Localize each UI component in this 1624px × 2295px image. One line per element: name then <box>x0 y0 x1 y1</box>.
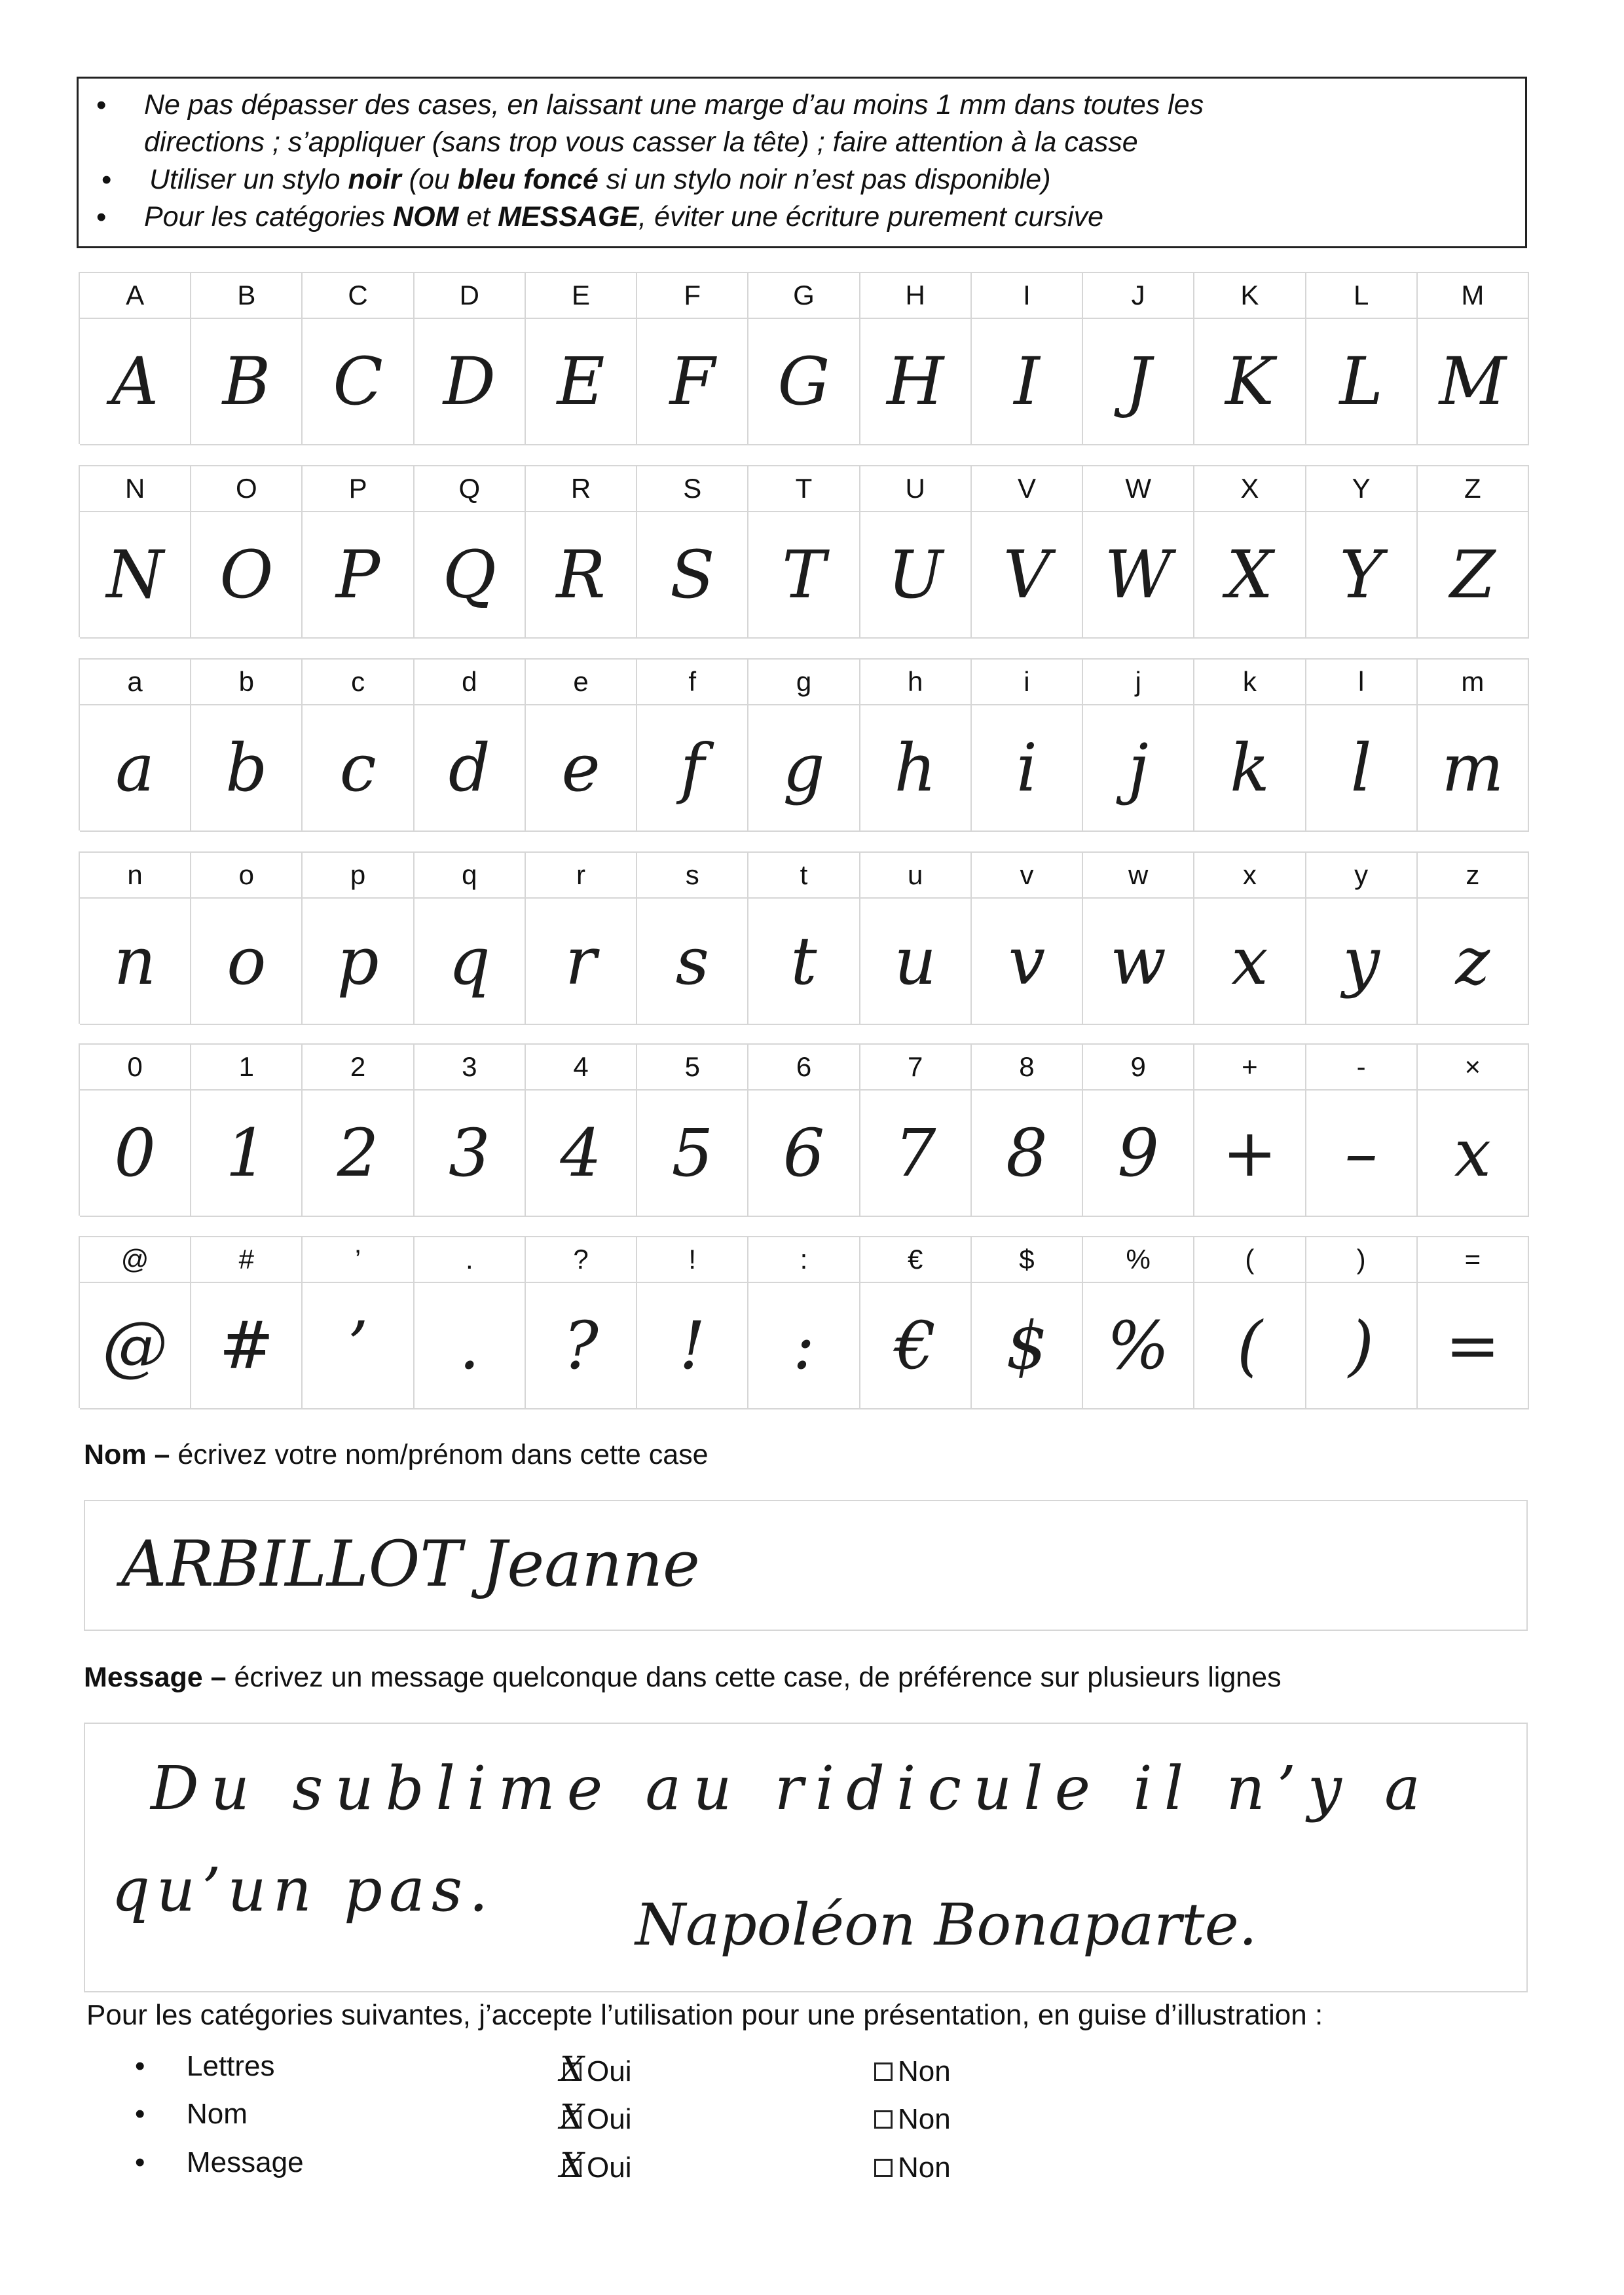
grid-label-cell: d <box>415 660 526 705</box>
consent-category-name: Lettres <box>187 2050 275 2082</box>
grid-handwriting-cell[interactable]: + <box>1194 1091 1306 1217</box>
grid-handwriting-cell[interactable]: p <box>303 899 414 1025</box>
grid-handwriting-cell[interactable]: K <box>1194 319 1306 445</box>
grid-label-cell: j <box>1083 660 1194 705</box>
grid-label-cell: W <box>1083 466 1194 512</box>
grid-handwriting-cell[interactable]: P <box>303 512 414 639</box>
grid-handwriting-cell[interactable]: . <box>415 1283 526 1409</box>
grid-label-cell: ? <box>526 1237 637 1283</box>
grid-label-cell: i <box>972 660 1083 705</box>
grid-handwriting-cell[interactable]: n <box>80 899 191 1025</box>
grid-handwriting-cell[interactable]: t <box>748 899 860 1025</box>
grid-label-cell: 8 <box>972 1045 1083 1091</box>
character-grid-symbols <box>79 1236 1529 1408</box>
message-label <box>84 1662 1282 1694</box>
grid-label-cell: 2 <box>303 1045 414 1091</box>
grid-handwriting-cell[interactable]: z <box>1418 899 1529 1025</box>
message-handwritten-line: Du sublime au ridicule il n’y a <box>151 1753 1433 1823</box>
grid-handwriting-cell[interactable]: Z <box>1418 512 1529 639</box>
grid-handwriting-cell[interactable]: ? <box>526 1283 637 1409</box>
grid-handwriting-cell[interactable]: u <box>860 899 972 1025</box>
character-grid-uppercase-1 <box>79 272 1529 444</box>
grid-label-cell: z <box>1418 853 1529 899</box>
grid-label-cell: R <box>526 466 637 512</box>
grid-label-cell: e <box>526 660 637 705</box>
grid-handwriting-cell[interactable]: b <box>191 705 303 832</box>
grid-handwriting-cell[interactable]: C <box>303 319 414 445</box>
grid-label-cell: F <box>637 273 748 319</box>
grid-label-cell: L <box>1306 273 1418 319</box>
message-handwritten-line: qu’un pas. <box>111 1855 495 1925</box>
instruction-text: directions ; s’appliquer (sans trop vous casser la tête) ; faire attention à la casse <box>144 126 1138 158</box>
message-label-bold: Message – <box>84 1662 227 1693</box>
grid-label-cell: 3 <box>415 1045 526 1091</box>
grid-label-cell: s <box>637 853 748 899</box>
non-checkbox[interactable] <box>874 2110 893 2129</box>
check-mark-icon: X <box>560 2098 585 2137</box>
grid-handwriting-cell[interactable]: e <box>526 705 637 832</box>
grid-handwriting-cell[interactable]: y <box>1306 899 1418 1025</box>
grid-label-cell: A <box>80 273 191 319</box>
non-option[interactable] <box>874 2055 951 2088</box>
grid-label-cell: ) <box>1306 1237 1418 1283</box>
grid-handwriting-cell[interactable]: h <box>860 705 972 832</box>
grid-handwriting-cell[interactable]: m <box>1418 705 1529 832</box>
grid-handwriting-cell[interactable]: H <box>860 319 972 445</box>
grid-handwriting-cell[interactable]: Q <box>415 512 526 639</box>
grid-handwriting-cell[interactable]: r <box>526 899 637 1025</box>
grid-handwriting-cell[interactable]: 2 <box>303 1091 414 1217</box>
non-checkbox[interactable] <box>874 2159 893 2177</box>
grid-label-cell: E <box>526 273 637 319</box>
grid-handwriting-cell[interactable]: W <box>1083 512 1194 639</box>
grid-handwriting-cell[interactable]: = <box>1418 1283 1529 1409</box>
grid-label-cell: P <box>303 466 414 512</box>
nom-label-bold: Nom – <box>84 1439 170 1470</box>
consent-category-name: Nom <box>187 2098 248 2130</box>
grid-handwriting-cell[interactable]: D <box>415 319 526 445</box>
grid-handwriting-cell[interactable]: R <box>526 512 637 639</box>
nom-handwritten: ARBILLOT Jeanne <box>121 1527 700 1601</box>
grid-label-cell: M <box>1418 273 1529 319</box>
instruction-emphasis: MESSAGE <box>498 201 639 233</box>
grid-handwriting-cell[interactable]: ! <box>637 1283 748 1409</box>
grid-label-cell: 7 <box>860 1045 972 1091</box>
grid-label-cell: @ <box>80 1237 191 1283</box>
bullet: • <box>135 2050 145 2082</box>
non-checkbox[interactable] <box>874 2062 893 2081</box>
grid-label-cell: × <box>1418 1045 1529 1091</box>
grid-label-cell: = <box>1418 1237 1529 1283</box>
non-label: Non <box>898 2103 951 2135</box>
grid-label-cell: O <box>191 466 303 512</box>
instruction-text: Ne pas dépasser des cases, en laissant une marge d’au moins 1 mm dans toutes les <box>144 89 1204 121</box>
instruction-item <box>144 124 1525 161</box>
grid-label-cell: b <box>191 660 303 705</box>
grid-handwriting-cell[interactable]: – <box>1306 1091 1418 1217</box>
message-label-text: écrivez un message quelconque dans cette case, de préférence sur plusieurs lignes <box>226 1662 1282 1693</box>
grid-label-cell: 5 <box>637 1045 748 1091</box>
grid-label-cell: $ <box>972 1237 1083 1283</box>
grid-handwriting-cell[interactable]: B <box>191 319 303 445</box>
grid-handwriting-cell[interactable]: ( <box>1194 1283 1306 1409</box>
character-grid-lowercase-2 <box>79 851 1529 1024</box>
grid-label-cell: v <box>972 853 1083 899</box>
grid-handwriting-cell[interactable]: 5 <box>637 1091 748 1217</box>
grid-handwriting-cell[interactable]: G <box>748 319 860 445</box>
grid-handwriting-cell[interactable]: j <box>1083 705 1194 832</box>
grid-handwriting-cell[interactable]: A <box>80 319 191 445</box>
grid-handwriting-cell[interactable]: # <box>191 1283 303 1409</box>
grid-handwriting-cell[interactable]: I <box>972 319 1083 445</box>
grid-handwriting-cell[interactable]: 9 <box>1083 1091 1194 1217</box>
grid-handwriting-cell[interactable]: ’ <box>303 1283 414 1409</box>
instruction-emphasis: noir <box>348 164 401 195</box>
bullet: • <box>135 2098 145 2130</box>
grid-handwriting-cell[interactable]: v <box>972 899 1083 1025</box>
grid-handwriting-cell[interactable]: 1 <box>191 1091 303 1217</box>
grid-handwriting-cell[interactable]: 0 <box>80 1091 191 1217</box>
grid-label-cell: J <box>1083 273 1194 319</box>
grid-handwriting-cell[interactable]: @ <box>80 1283 191 1409</box>
nom-label-text: écrivez votre nom/prénom dans cette case <box>170 1439 709 1470</box>
instruction-emphasis: NOM <box>393 201 459 233</box>
non-label: Non <box>898 2055 951 2087</box>
grid-label-cell: C <box>303 273 414 319</box>
instruction-text: Utiliser un stylo <box>149 164 348 195</box>
character-grid-uppercase-2 <box>79 465 1529 637</box>
grid-handwriting-cell[interactable]: ) <box>1306 1283 1418 1409</box>
grid-label-cell: + <box>1194 1045 1306 1091</box>
grid-label-cell: U <box>860 466 972 512</box>
oui-checkbox[interactable] <box>560 2050 585 2089</box>
grid-label-cell: X <box>1194 466 1306 512</box>
grid-label-cell: q <box>415 853 526 899</box>
grid-label-cell: - <box>1306 1045 1418 1091</box>
grid-label-cell: l <box>1306 660 1418 705</box>
grid-label-cell: x <box>1194 853 1306 899</box>
oui-option[interactable] <box>560 2050 632 2089</box>
check-mark-icon: X <box>560 2050 585 2089</box>
grid-label-cell: t <box>748 853 860 899</box>
oui-label: Oui <box>587 2152 632 2184</box>
oui-checkbox[interactable] <box>560 2146 585 2186</box>
message-field[interactable] <box>84 1723 1528 1992</box>
grid-label-cell: k <box>1194 660 1306 705</box>
grid-handwriting-cell[interactable]: 4 <box>526 1091 637 1217</box>
oui-option[interactable] <box>560 2146 632 2186</box>
grid-label-cell: D <box>415 273 526 319</box>
oui-option[interactable] <box>560 2098 632 2137</box>
oui-label: Oui <box>587 2055 632 2087</box>
grid-label-cell: ’ <box>303 1237 414 1283</box>
grid-handwriting-cell[interactable]: 6 <box>748 1091 860 1217</box>
instruction-text: Pour les catégories <box>144 201 394 233</box>
grid-label-cell: N <box>80 466 191 512</box>
grid-label-cell: w <box>1083 853 1194 899</box>
bullet: • <box>135 2146 145 2178</box>
grid-label-cell: . <box>415 1237 526 1283</box>
instruction-text: et <box>458 201 498 233</box>
grid-handwriting-cell[interactable]: E <box>526 319 637 445</box>
grid-label-cell: V <box>972 466 1083 512</box>
grid-handwriting-cell[interactable]: T <box>748 512 860 639</box>
grid-label-cell: n <box>80 853 191 899</box>
grid-handwriting-cell[interactable]: O <box>191 512 303 639</box>
grid-label-cell: 6 <box>748 1045 860 1091</box>
non-option[interactable] <box>874 2103 951 2136</box>
character-grid-digits <box>79 1043 1529 1216</box>
grid-handwriting-cell[interactable]: N <box>80 512 191 639</box>
grid-label-cell: 0 <box>80 1045 191 1091</box>
instruction-text: (ou <box>401 164 458 195</box>
grid-handwriting-cell[interactable]: U <box>860 512 972 639</box>
grid-handwriting-cell[interactable]: q <box>415 899 526 1025</box>
grid-handwriting-cell[interactable]: l <box>1306 705 1418 832</box>
grid-handwriting-cell[interactable]: f <box>637 705 748 832</box>
grid-label-cell: ( <box>1194 1237 1306 1283</box>
check-mark-icon: X <box>560 2146 585 2186</box>
grid-handwriting-cell[interactable]: x <box>1418 1091 1529 1217</box>
oui-checkbox[interactable] <box>560 2098 585 2137</box>
grid-label-cell: g <box>748 660 860 705</box>
grid-handwriting-cell[interactable]: 8 <box>972 1091 1083 1217</box>
grid-handwriting-cell[interactable]: x <box>1194 899 1306 1025</box>
grid-label-cell: K <box>1194 273 1306 319</box>
instruction-item <box>149 161 1525 198</box>
grid-label-cell: h <box>860 660 972 705</box>
grid-label-cell: H <box>860 273 972 319</box>
instruction-text: si un stylo noir n’est pas disponible) <box>598 164 1051 195</box>
grid-label-cell: € <box>860 1237 972 1283</box>
non-option[interactable] <box>874 2152 951 2184</box>
grid-handwriting-cell[interactable]: s <box>637 899 748 1025</box>
grid-label-cell: ! <box>637 1237 748 1283</box>
grid-handwriting-cell[interactable]: 7 <box>860 1091 972 1217</box>
grid-label-cell: 1 <box>191 1045 303 1091</box>
grid-label-cell: m <box>1418 660 1529 705</box>
grid-handwriting-cell[interactable]: € <box>860 1283 972 1409</box>
grid-handwriting-cell[interactable]: g <box>748 705 860 832</box>
grid-handwriting-cell[interactable]: F <box>637 319 748 445</box>
nom-label <box>84 1439 709 1471</box>
grid-label-cell: y <box>1306 853 1418 899</box>
consent-row <box>0 2098 1624 2144</box>
grid-handwriting-cell[interactable]: w <box>1083 899 1194 1025</box>
consent-title: Pour les catégories suivantes, j’accepte l’utilisation pour une présentation, en guise d’illustration : <box>86 1999 1323 2031</box>
grid-handwriting-cell[interactable]: : <box>748 1283 860 1409</box>
grid-label-cell: o <box>191 853 303 899</box>
grid-label-cell: u <box>860 853 972 899</box>
grid-handwriting-cell[interactable]: Y <box>1306 512 1418 639</box>
grid-label-cell: # <box>191 1237 303 1283</box>
grid-handwriting-cell[interactable]: $ <box>972 1283 1083 1409</box>
message-handwritten-signature: Napoléon Bonaparte. <box>635 1891 1257 1958</box>
instruction-item <box>144 198 1525 236</box>
grid-handwriting-cell[interactable]: d <box>415 705 526 832</box>
grid-label-cell: a <box>80 660 191 705</box>
grid-handwriting-cell[interactable]: k <box>1194 705 1306 832</box>
grid-label-cell: S <box>637 466 748 512</box>
instructions-box <box>77 77 1527 248</box>
grid-handwriting-cell[interactable]: i <box>972 705 1083 832</box>
instruction-item <box>144 86 1525 124</box>
grid-handwriting-cell[interactable]: L <box>1306 319 1418 445</box>
grid-label-cell: f <box>637 660 748 705</box>
grid-handwriting-cell[interactable]: X <box>1194 512 1306 639</box>
grid-label-cell: r <box>526 853 637 899</box>
grid-label-cell: % <box>1083 1237 1194 1283</box>
grid-label-cell: B <box>191 273 303 319</box>
instruction-text: , éviter une écriture purement cursive <box>638 201 1103 233</box>
grid-handwriting-cell[interactable]: S <box>637 512 748 639</box>
non-label: Non <box>898 2152 951 2184</box>
character-grid-lowercase-1 <box>79 658 1529 830</box>
grid-label-cell: 9 <box>1083 1045 1194 1091</box>
instruction-emphasis: bleu foncé <box>457 164 599 195</box>
grid-label-cell: I <box>972 273 1083 319</box>
grid-handwriting-cell[interactable]: M <box>1418 319 1529 445</box>
grid-label-cell: Q <box>415 466 526 512</box>
grid-handwriting-cell[interactable]: 3 <box>415 1091 526 1217</box>
grid-label-cell: Y <box>1306 466 1418 512</box>
oui-label: Oui <box>587 2103 632 2135</box>
grid-label-cell: p <box>303 853 414 899</box>
grid-label-cell: : <box>748 1237 860 1283</box>
grid-handwriting-cell[interactable]: a <box>80 705 191 832</box>
grid-label-cell: 4 <box>526 1045 637 1091</box>
consent-row <box>0 2050 1624 2096</box>
consent-row <box>0 2146 1624 2192</box>
nom-field[interactable] <box>84 1500 1528 1631</box>
grid-label-cell: G <box>748 273 860 319</box>
consent-category-name: Message <box>187 2146 304 2178</box>
grid-handwriting-cell[interactable]: V <box>972 512 1083 639</box>
grid-label-cell: Z <box>1418 466 1529 512</box>
grid-handwriting-cell[interactable]: % <box>1083 1283 1194 1409</box>
grid-label-cell: T <box>748 466 860 512</box>
grid-handwriting-cell[interactable]: J <box>1083 319 1194 445</box>
grid-handwriting-cell[interactable]: o <box>191 899 303 1025</box>
grid-label-cell: c <box>303 660 414 705</box>
grid-handwriting-cell[interactable]: c <box>303 705 414 832</box>
